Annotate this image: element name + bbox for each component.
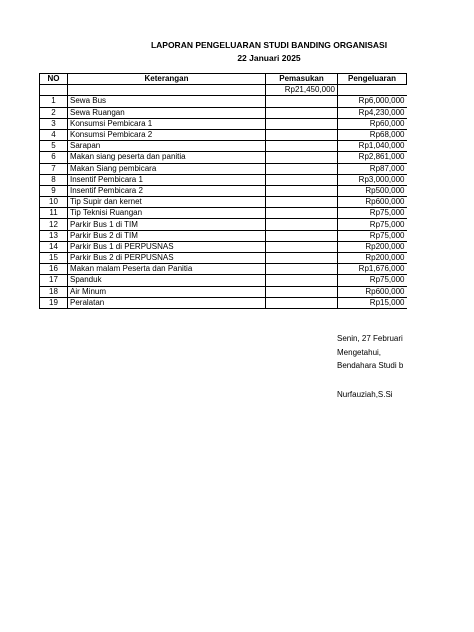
- cell-no: [40, 85, 68, 96]
- cell-keterangan: Konsumsi Pembicara 2: [68, 129, 266, 140]
- cell-keterangan: Tip Supir dan kernet: [68, 197, 266, 208]
- header-no: NO: [40, 74, 68, 85]
- header-keterangan: Keterangan: [68, 74, 266, 85]
- cell-pemasukan: [266, 118, 338, 129]
- signature-place-date: Senin, 27 Februari: [337, 334, 403, 343]
- cell-keterangan: Konsumsi Pembicara 1: [68, 118, 266, 129]
- cell-keterangan: Makan malam Peserta dan Panitia: [68, 264, 266, 275]
- cell-pengeluaran: Rp75,000: [338, 230, 407, 241]
- income-row: [40, 85, 407, 96]
- cell-no: 6: [40, 152, 68, 163]
- report-date: 22 Januari 2025: [237, 53, 301, 63]
- cell-pemasukan: [266, 230, 338, 241]
- cell-no: 16: [40, 264, 68, 275]
- table-row: [40, 230, 407, 241]
- cell-keterangan: Sewa Ruangan: [68, 107, 266, 118]
- table-row: [40, 118, 407, 129]
- cell-pemasukan: [266, 141, 338, 152]
- cell-pengeluaran: Rp4,230,000: [338, 107, 407, 118]
- table-row: [40, 286, 407, 297]
- cell-pengeluaran: Rp200,000: [338, 253, 407, 264]
- cell-keterangan: Makan Siang pembicara: [68, 163, 266, 174]
- cell-keterangan: Parkir Bus 1 di TIM: [68, 219, 266, 230]
- cell-pengeluaran: Rp68,000: [338, 129, 407, 140]
- table-row: [40, 152, 407, 163]
- cell-no: 19: [40, 297, 68, 308]
- cell-no: 14: [40, 241, 68, 252]
- cell-pengeluaran: Rp1,676,000: [338, 264, 407, 275]
- cell-pengeluaran: Rp200,000: [338, 241, 407, 252]
- cell-keterangan: Insentif Pembicara 1: [68, 174, 266, 185]
- cell-pengeluaran: Rp2,861,000: [338, 152, 407, 163]
- cell-pemasukan: [266, 297, 338, 308]
- cell-no: 4: [40, 129, 68, 140]
- table-row: [40, 275, 407, 286]
- cell-keterangan: Parkir Bus 2 di PERPUSNAS: [68, 253, 266, 264]
- cell-pemasukan: [266, 185, 338, 196]
- cell-no: 12: [40, 219, 68, 230]
- table-row: [40, 197, 407, 208]
- cell-pemasukan: [266, 275, 338, 286]
- cell-pemasukan: [266, 264, 338, 275]
- cell-keterangan: Peralatan: [68, 297, 266, 308]
- cell-pengeluaran: Rp87,000: [338, 163, 407, 174]
- table-row: [40, 297, 407, 308]
- cell-pengeluaran: Rp75,000: [338, 219, 407, 230]
- report-title: LAPORAN PENGELUARAN STUDI BANDING ORGANISASI: [150, 40, 388, 50]
- table-row: [40, 185, 407, 196]
- cell-pengeluaran: Rp6,000,000: [338, 96, 407, 107]
- cell-pengeluaran: Rp600,000: [338, 286, 407, 297]
- cell-keterangan: Parkir Bus 1 di PERPUSNAS: [68, 241, 266, 252]
- cell-no: 9: [40, 185, 68, 196]
- cell-keterangan: Air Minum: [68, 286, 266, 297]
- cell-pemasukan: Rp21,450,000: [266, 85, 338, 96]
- cell-pemasukan: [266, 208, 338, 219]
- cell-pemasukan: [266, 241, 338, 252]
- cell-pemasukan: [266, 96, 338, 107]
- cell-pemasukan: [266, 129, 338, 140]
- cell-no: 5: [40, 141, 68, 152]
- header-pemasukan: Pemasukan: [266, 74, 338, 85]
- table-row: [40, 163, 407, 174]
- header-pengeluaran: Pengeluaran: [338, 74, 407, 85]
- cell-pemasukan: [266, 163, 338, 174]
- cell-pengeluaran: Rp500,000: [338, 185, 407, 196]
- cell-no: 8: [40, 174, 68, 185]
- cell-pemasukan: [266, 197, 338, 208]
- table-row: [40, 129, 407, 140]
- cell-pemasukan: [266, 107, 338, 118]
- cell-pengeluaran: Rp60,000: [338, 118, 407, 129]
- table-row: [40, 241, 407, 252]
- table-row: [40, 174, 407, 185]
- table-header-row: [40, 74, 407, 85]
- cell-pengeluaran: Rp600,000: [338, 197, 407, 208]
- cell-keterangan: Makan siang peserta dan panitia: [68, 152, 266, 163]
- cell-no: 10: [40, 197, 68, 208]
- cell-pengeluaran: Rp75,000: [338, 275, 407, 286]
- cell-keterangan: Spanduk: [68, 275, 266, 286]
- cell-no: 2: [40, 107, 68, 118]
- cell-pemasukan: [266, 152, 338, 163]
- cell-no: 17: [40, 275, 68, 286]
- table-row: [40, 208, 407, 219]
- cell-pengeluaran: Rp75,000: [338, 208, 407, 219]
- cell-keterangan: Insentif Pembicara 2: [68, 185, 266, 196]
- table-row: [40, 264, 407, 275]
- cell-pengeluaran: Rp3,000,000: [338, 174, 407, 185]
- table-row: [40, 96, 407, 107]
- cell-keterangan: Sewa Bus: [68, 96, 266, 107]
- cell-keterangan: Parkir Bus 2 di TIM: [68, 230, 266, 241]
- cell-no: 3: [40, 118, 68, 129]
- cell-no: 13: [40, 230, 68, 241]
- cell-no: 7: [40, 163, 68, 174]
- cell-no: 15: [40, 253, 68, 264]
- table-row: [40, 141, 407, 152]
- cell-pemasukan: [266, 253, 338, 264]
- table-row: [40, 219, 407, 230]
- table-row: [40, 253, 407, 264]
- cell-pemasukan: [266, 174, 338, 185]
- table-row: [40, 107, 407, 118]
- cell-no: 1: [40, 96, 68, 107]
- cell-keterangan: Tip Teknisi Ruangan: [68, 208, 266, 219]
- signature-acknowledged: Mengetahui,: [337, 348, 382, 357]
- cell-no: 11: [40, 208, 68, 219]
- cell-keterangan: Sarapan: [68, 141, 266, 152]
- cell-keterangan: [68, 85, 266, 96]
- signature-name: Nurfauziah,S.Si: [337, 390, 393, 399]
- expense-table: [39, 73, 407, 309]
- cell-pengeluaran: [338, 85, 407, 96]
- signature-position: Bendahara Studi b: [337, 361, 404, 370]
- cell-pengeluaran: Rp1,040,000: [338, 141, 407, 152]
- cell-no: 18: [40, 286, 68, 297]
- cell-pengeluaran: Rp15,000: [338, 297, 407, 308]
- cell-pemasukan: [266, 219, 338, 230]
- cell-pemasukan: [266, 286, 338, 297]
